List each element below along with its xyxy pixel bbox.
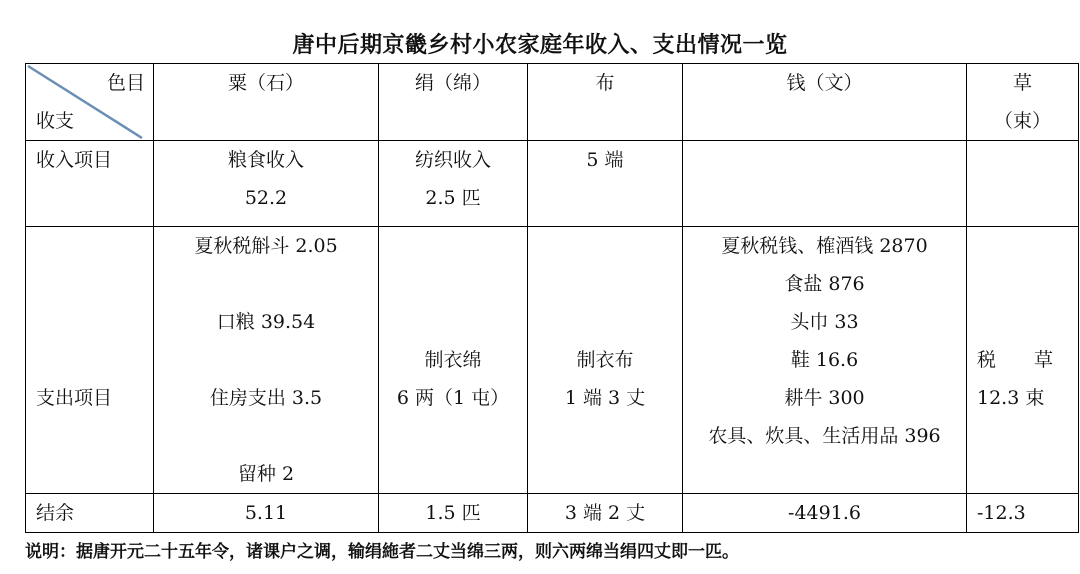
income-money-cell bbox=[683, 141, 967, 227]
expense-money-cell bbox=[683, 227, 967, 494]
expense-money-item: 夏秋税钱、榷酒钱 2870 bbox=[721, 235, 928, 257]
header-silk: 绢（绵） bbox=[379, 64, 528, 141]
income-grain-line1: 粮食收入 bbox=[227, 149, 304, 171]
expense-silk-line2: 6 两（1 屯） bbox=[396, 387, 510, 409]
expense-money-item: 农具、炊具、生活用品 396 bbox=[708, 425, 941, 447]
expense-label: 支出项目 bbox=[36, 387, 113, 409]
expense-silk-cell bbox=[379, 227, 528, 494]
expense-cloth-cell bbox=[528, 227, 683, 494]
expense-grain-item: 夏秋税斛斗 2.05 bbox=[194, 235, 338, 257]
income-silk-line1: 纺织收入 bbox=[414, 149, 491, 171]
expense-money-item: 耕牛 300 bbox=[784, 387, 865, 409]
expense-row bbox=[26, 227, 1079, 494]
income-straw-cell bbox=[967, 141, 1079, 227]
balance-label: 结余 bbox=[26, 494, 154, 533]
income-grain-line2: 52.2 bbox=[244, 187, 288, 209]
balance-row bbox=[26, 494, 1079, 533]
balance-silk: 1.5 匹 bbox=[379, 494, 528, 533]
expense-straw-line2: 12.3 束 bbox=[977, 387, 1045, 409]
income-grain-cell bbox=[154, 141, 379, 227]
expense-money-item: 鞋 16.6 bbox=[790, 349, 859, 371]
balance-grain: 5.11 bbox=[154, 494, 379, 533]
expense-grain-item: 留种 2 bbox=[237, 463, 295, 485]
header-grain: 粟（石） bbox=[154, 64, 379, 141]
balance-money: -4491.6 bbox=[683, 494, 967, 533]
income-row bbox=[26, 141, 1079, 227]
header-row bbox=[26, 64, 1079, 141]
income-silk-cell bbox=[379, 141, 528, 227]
expense-cloth-line2: 1 端 3 丈 bbox=[564, 387, 646, 409]
header-straw-line2: （束） bbox=[993, 110, 1051, 132]
balance-straw: -12.3 bbox=[967, 494, 1079, 533]
expense-cloth-line1: 制衣布 bbox=[576, 349, 634, 371]
expense-money-item: 头巾 33 bbox=[790, 311, 859, 333]
corner-header-top: 色目 bbox=[106, 72, 145, 94]
income-cloth-cell: 5 端 bbox=[528, 141, 683, 227]
header-money: 钱（文） bbox=[683, 64, 967, 141]
expense-grain-cell bbox=[154, 227, 379, 494]
income-expense-table bbox=[25, 63, 1079, 533]
corner-header-cell bbox=[26, 64, 154, 141]
footnote: 说明：据唐开元二十五年令，诸课户之调，输绢絁者二丈当绵三两，则六两绵当绢四丈即一匹。 bbox=[25, 542, 739, 562]
expense-straw-cell bbox=[967, 227, 1079, 494]
income-label: 收入项目 bbox=[26, 141, 154, 227]
expense-grain-item: 住房支出 3.5 bbox=[209, 387, 323, 409]
header-cloth: 布 bbox=[528, 64, 683, 141]
expense-grain-item: 口粮 39.54 bbox=[216, 311, 316, 333]
expense-label-cell bbox=[26, 227, 154, 494]
corner-header-bottom: 收支 bbox=[36, 110, 75, 132]
expense-money-item: 食盐 876 bbox=[784, 273, 865, 295]
header-straw-line1: 草 bbox=[1012, 72, 1032, 94]
income-silk-line2: 2.5 匹 bbox=[425, 187, 481, 209]
expense-straw-line1: 税 草 bbox=[977, 349, 1054, 371]
balance-cloth: 3 端 2 丈 bbox=[528, 494, 683, 533]
header-straw bbox=[967, 64, 1079, 141]
expense-silk-line1: 制衣绵 bbox=[424, 349, 482, 371]
table-title: 唐中后期京畿乡村小农家庭年收入、支出情况一览 bbox=[292, 32, 788, 58]
